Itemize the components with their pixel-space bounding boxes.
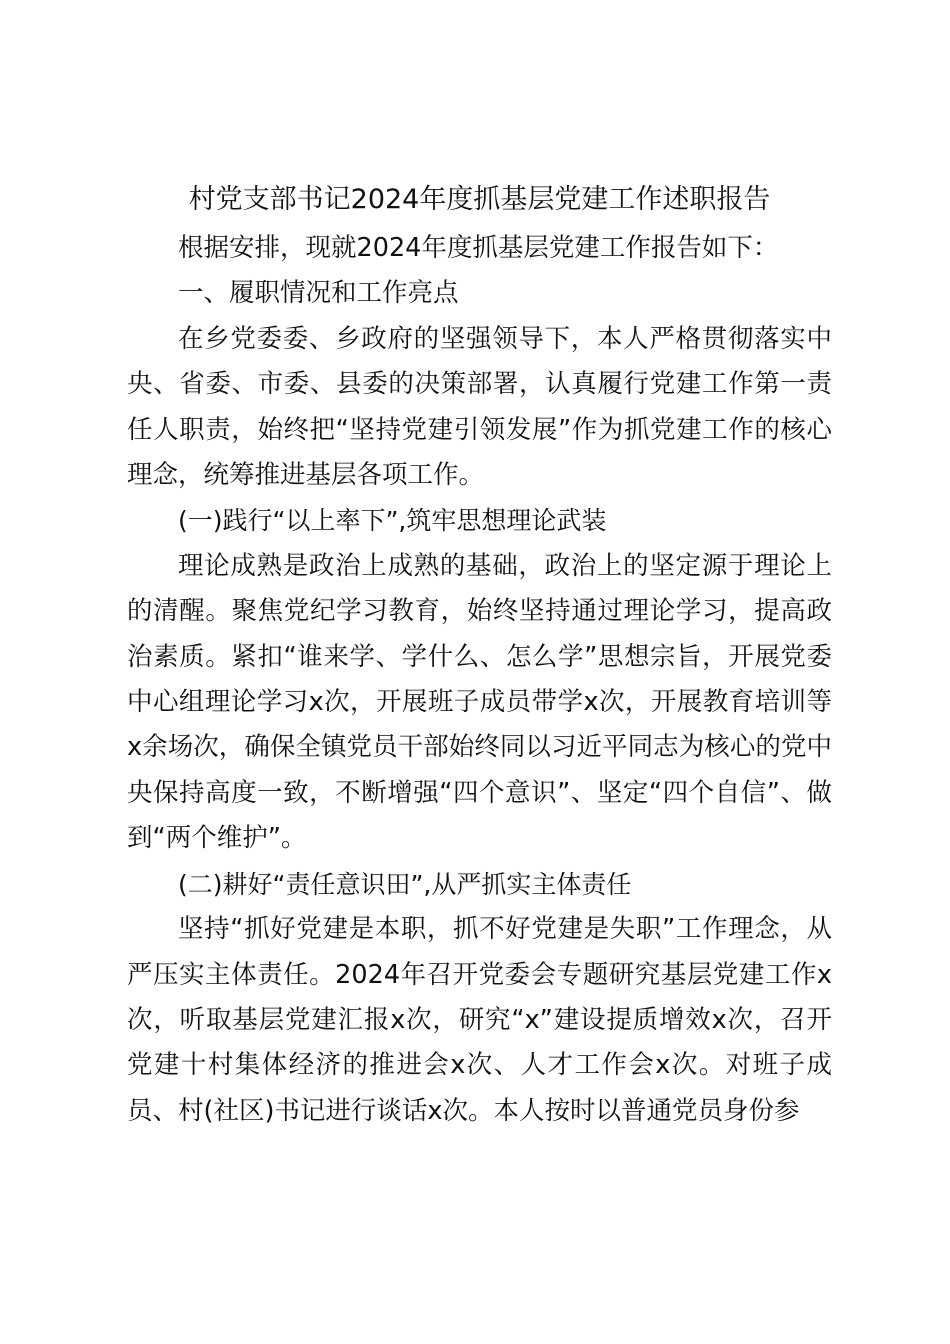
document-body: [127, 174, 832, 1134]
document-title: 村党支部书记2024年度抓基层党建工作述职报告: [188, 184, 771, 215]
paragraph-1: 在乡党委委、乡政府的坚强领导下，本人严格贯彻落实中央、省委、市委、县委的决策部署，认真履行党建工作第一责任人职责，始终把“坚持党建引领发展”作为抓党建工作的核心理念，统筹推进基层各项工作。: [127, 323, 832, 491]
intro-paragraph: 根据安排，现就2024年度抓基层党建工作报告如下：: [178, 233, 779, 263]
paragraph-3: 坚持“抓好党建是本职，抓不好党建是失职”工作理念，从严压实主体责任。2024年召开党委会专题研究基层党建工作x次，听取基层党建汇报x次，研究“x”建设提质增效x次，召开党建十村集体经济的推进会x次、人才工作会x次。对班子成员、村(社区)书记进行谈话x次。本人按时以普通党员身份参: [127, 914, 832, 1126]
subsection-heading-1: (一)践行“以上率下”,筑牢思想理论武装: [178, 506, 607, 536]
section-heading-1: 一、履职情况和工作亮点: [178, 278, 459, 309]
paragraph-2: 理论成熟是政治上成熟的基础，政治上的坚定源于理论上的清醒。聚焦党纪学习教育，始终坚持通过理论学习，提高政治素质。紧扣“谁来学、学什么、怎么学”思想宗旨，开展党委中心组理论学习x次，开展班子成员带学x次，开展教育培训等x余场次，确保全镇党员干部始终同以习近平同志为核心的党中央保持高度一致，不断增强“四个意识”、坚定“四个自信”、做到“两个维护”。: [127, 550, 832, 854]
subsection-heading-2: (二)耕好“责任意识田”,从严抓实主体责任: [178, 869, 632, 899]
